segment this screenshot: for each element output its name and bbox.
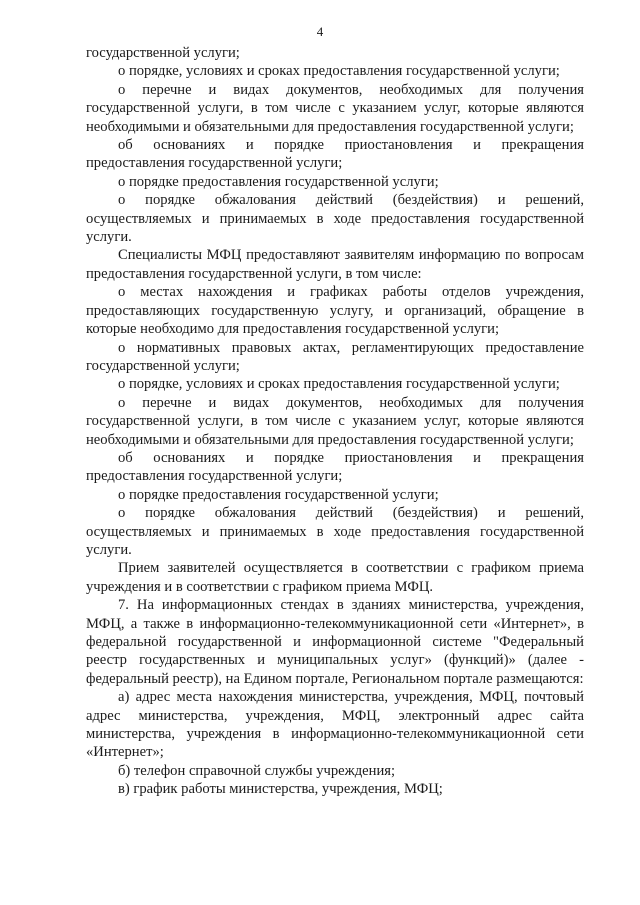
paragraph: о порядке предоставления государственной услуги; <box>118 173 439 190</box>
paragraph: о перечне и видах документов, необходимых для получения государственной услуги, в том числе с указанием услуг, которые являются необходимыми и обязательными для предоставления государственной услуги; <box>86 394 584 448</box>
paragraph: об основаниях и порядке приостановления и прекращения предоставления государственной услуги; <box>86 137 584 172</box>
paragraph: о порядке, условиях и сроках предоставления государственной услуги; <box>118 63 560 80</box>
paragraph: 7. На информационных стендах в зданиях министерства, учреждения, МФЦ, а также в информационно-телекоммуникационной сети «Интернет», в федеральной государственной и информационной системе "Федеральный реестр государственных и муниципальных услуг» (функций)» (далее - федеральный реестр), на Едином портале, Региональном портале размещаются: <box>86 597 584 687</box>
paragraph: о нормативных правовых актах, регламентирующих предоставление государственной услуги; <box>86 339 584 374</box>
paragraph: о порядке обжалования действий (бездействия) и решений, осуществляемых и принимаемых в ходе предоставления государственной услуги. <box>86 192 584 246</box>
paragraph: государственной услуги; <box>86 45 240 61</box>
paragraph: об основаниях и порядке приостановления и прекращения предоставления государственной услуги; <box>86 449 584 485</box>
paragraph: а) адрес места нахождения министерства, учреждения, МФЦ, почтовый адрес министерства, учреждения, МФЦ, электронный адрес сайта министерства, учреждения в информационно-телекоммуникационной сети «Интернет»; <box>86 689 584 761</box>
paragraph: о порядке, условиях и сроках предоставления государственной услуги; <box>118 376 560 393</box>
page-number: 4 <box>316 24 324 39</box>
paragraph: в) график работы министерства, учреждения, МФЦ; <box>118 781 443 798</box>
document-body <box>86 44 584 799</box>
paragraph: Специалисты МФЦ предоставляют заявителям информацию по вопросам предоставления государственной услуги, в том числе: <box>86 247 584 282</box>
paragraph: о порядке обжалования действий (бездействия) и решений, осуществляемых и принимаемых в ходе предоставления государственной услуги. <box>86 505 584 558</box>
paragraph: о местах нахождения и графиках работы отделов учреждения, предоставляющих государственную услугу, и организаций, обращение в которые необходимо для предоставления государственной услуги; <box>86 284 584 338</box>
paragraph: б) телефон справочной службы учреждения; <box>118 762 396 779</box>
paragraph: Прием заявителей осуществляется в соответствии с графиком приема учреждения и в соответствии с графиком приема МФЦ. <box>86 560 584 595</box>
paragraph: о перечне и видах документов, необходимых для получения государственной услуги, в том числе с указанием услуг, которые являются необходимыми и обязательными для предоставления государственной услуги; <box>86 81 584 135</box>
paragraph: о порядке предоставления государственной услуги; <box>118 486 439 503</box>
